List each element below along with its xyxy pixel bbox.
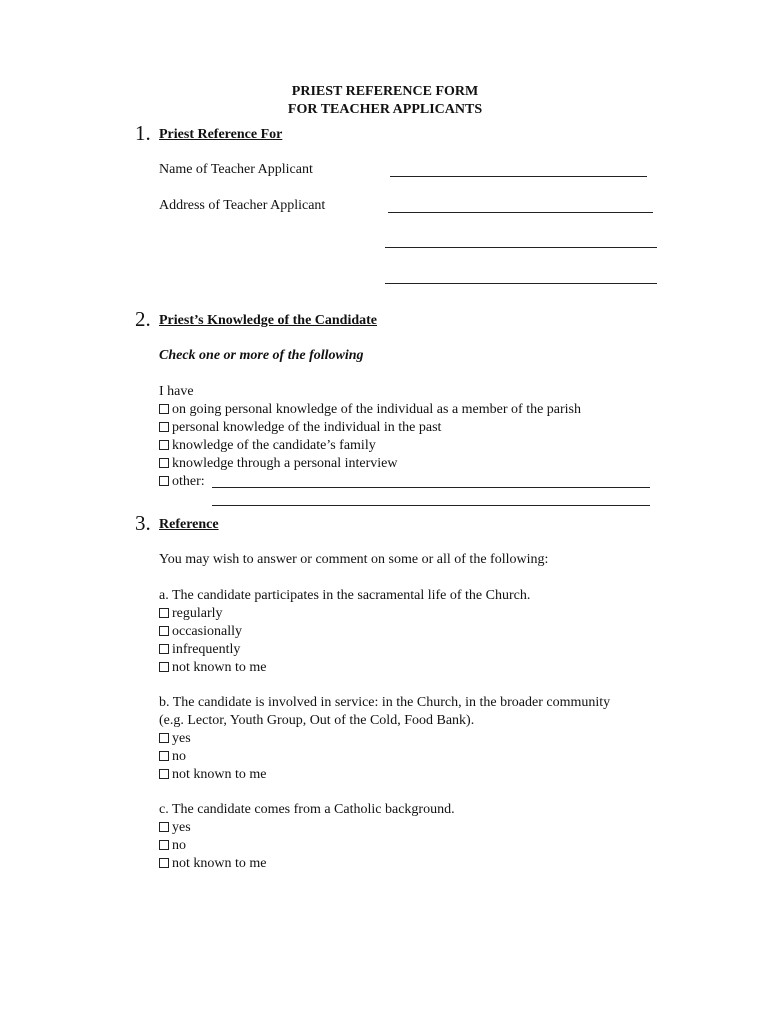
option-label: knowledge of the candidate’s family [172, 438, 376, 453]
section2-heading: Priest’s Knowledge of the Candidate [159, 313, 378, 328]
option-label: not known to me [172, 856, 267, 871]
knowledge-option-other[interactable] [159, 475, 205, 489]
checkbox[interactable] [159, 662, 169, 672]
section2-number: 2. [135, 307, 151, 331]
checkbox[interactable] [159, 858, 169, 868]
name-input-line[interactable] [390, 176, 647, 177]
question-b-line1: b. The candidate is involved in service: in the Church, in the broader community [159, 695, 611, 710]
knowledge-option-interview[interactable] [159, 457, 398, 471]
qa-option-occasionally[interactable] [159, 625, 242, 639]
address-label: Address of Teacher Applicant [159, 198, 326, 213]
section3-heading: Reference [159, 517, 219, 532]
option-label: not known to me [172, 660, 267, 675]
option-label: yes [172, 820, 191, 835]
section2-instruction: Check one or more of the following [159, 348, 364, 363]
qc-option-no[interactable] [159, 839, 186, 853]
form-title-line2: FOR TEACHER APPLICANTS [287, 102, 483, 117]
question-a: a. The candidate participates in the sacramental life of the Church. [159, 588, 531, 603]
section3-number: 3. [135, 511, 151, 535]
option-label: personal knowledge of the individual in the past [172, 420, 442, 435]
address-input-line-1[interactable] [388, 212, 653, 213]
checkbox[interactable] [159, 840, 169, 850]
form-title-line1: PRIEST REFERENCE FORM [291, 84, 479, 99]
other-input-line-1[interactable] [212, 487, 650, 488]
checkbox[interactable] [159, 440, 169, 450]
qb-option-no[interactable] [159, 750, 186, 764]
checkbox[interactable] [159, 404, 169, 414]
section1-number: 1. [135, 121, 151, 145]
option-label: yes [172, 731, 191, 746]
knowledge-option-ongoing[interactable] [159, 403, 581, 417]
other-input-line-2[interactable] [212, 505, 650, 506]
qa-option-infrequently[interactable] [159, 643, 240, 657]
checkbox[interactable] [159, 644, 169, 654]
checkbox[interactable] [159, 608, 169, 618]
checkbox[interactable] [159, 733, 169, 743]
knowledge-option-past[interactable] [159, 421, 441, 435]
question-b-line2: (e.g. Lector, Youth Group, Out of the Cold, Food Bank). [159, 713, 475, 728]
question-c: c. The candidate comes from a Catholic background. [159, 802, 455, 817]
qa-option-regularly[interactable] [159, 607, 223, 621]
qb-option-yes[interactable] [159, 732, 191, 746]
option-label: infrequently [172, 642, 241, 657]
checkbox[interactable] [159, 822, 169, 832]
address-input-line-2[interactable] [385, 247, 657, 248]
qa-option-not-known[interactable] [159, 661, 267, 675]
option-label: knowledge through a personal interview [172, 456, 398, 471]
checkbox[interactable] [159, 422, 169, 432]
qc-option-yes[interactable] [159, 821, 191, 835]
name-label: Name of Teacher Applicant [159, 162, 313, 177]
checkbox[interactable] [159, 458, 169, 468]
qb-option-not-known[interactable] [159, 768, 267, 782]
option-label: no [172, 838, 186, 853]
option-label: other: [172, 474, 205, 489]
option-label: no [172, 749, 186, 764]
option-label: regularly [172, 606, 223, 621]
section1-heading: Priest Reference For [159, 127, 283, 142]
option-label: occasionally [172, 624, 242, 639]
address-input-line-3[interactable] [385, 283, 657, 284]
option-label: on going personal knowledge of the individual as a member of the parish [172, 402, 582, 417]
checkbox[interactable] [159, 769, 169, 779]
qc-option-not-known[interactable] [159, 857, 267, 871]
checkbox[interactable] [159, 476, 169, 486]
checkbox[interactable] [159, 626, 169, 636]
section3-intro: You may wish to answer or comment on some or all of the following: [159, 552, 549, 567]
knowledge-option-family[interactable] [159, 439, 376, 453]
checkbox[interactable] [159, 751, 169, 761]
option-label: not known to me [172, 767, 267, 782]
section2-intro: I have [159, 384, 194, 399]
